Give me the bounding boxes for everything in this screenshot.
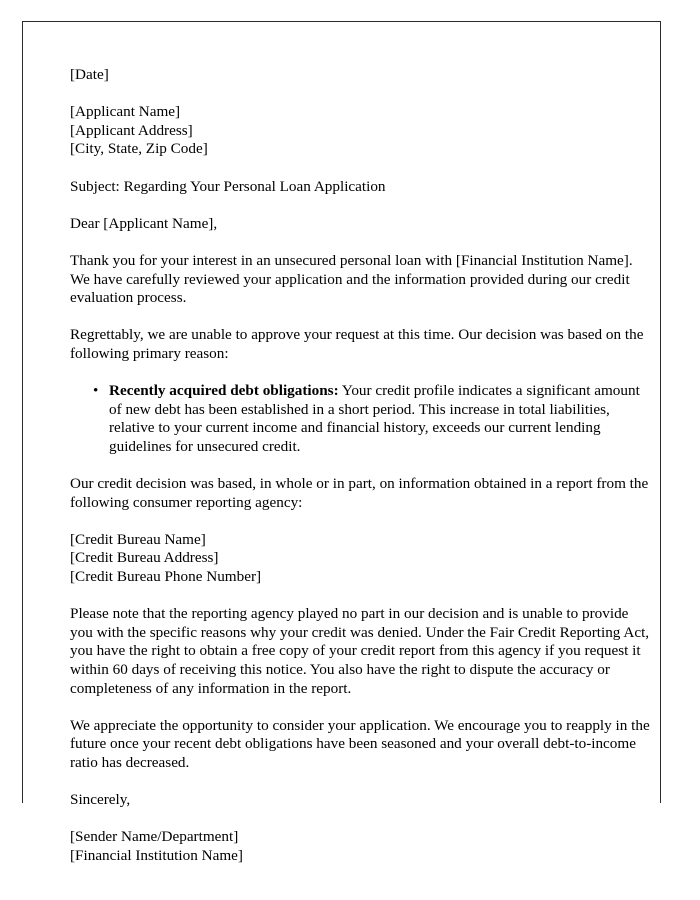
- signature-block: [70, 828, 650, 865]
- salutation: Dear [Applicant Name],: [70, 214, 218, 232]
- spacer: [70, 698, 650, 717]
- recipient-address: [Applicant Address]: [70, 121, 193, 139]
- spacer: [70, 159, 650, 178]
- reason-text: Your credit profile indicates a significant amount of new debt has been established in a short period. This increase in total liabilities, relative to your current income and financial history, exceeds our current lending guidelines for unsecured credit.: [109, 382, 640, 455]
- sender-name: [Sender Name/Department]: [70, 828, 239, 846]
- credit-bureau-phone: [Credit Bureau Phone Number]: [70, 568, 262, 586]
- paragraph-intro: Thank you for your interest in an unsecured personal loan with [Financial Institution Name]. We have carefully reviewed your application and the information provided during our credit evaluation process.: [70, 251, 633, 307]
- bullet-icon: •: [93, 382, 99, 400]
- decline-reason-list: [70, 382, 650, 456]
- reason-label: Recently acquired debt obligations:: [109, 382, 339, 400]
- subject-line: Subject: Regarding Your Personal Loan Application: [70, 177, 386, 195]
- letter-content: [70, 66, 650, 866]
- recipient-city-state-zip: [City, State, Zip Code]: [70, 140, 208, 158]
- spacer: [70, 773, 650, 792]
- spacer: [70, 85, 650, 104]
- institution-name: [Financial Institution Name]: [70, 846, 243, 864]
- paragraph-decision: Regrettably, we are unable to approve your request at this time. Our decision was based on the following primary reason:: [70, 326, 644, 362]
- spacer: [70, 587, 650, 606]
- recipient-address-block: [70, 103, 650, 159]
- paragraph-agency-intro: Our credit decision was based, in whole or in part, on information obtained in a report from the following consumer reporting agency:: [70, 475, 649, 511]
- paragraph-fcra-rights: Please note that the reporting agency played no part in our decision and is unable to provide you with the specific reasons why your credit was denied. Under the Fair Credit Reporting Act, you have the right to obtain a free copy of your credit report from this agency if you request it within 60 days of receiving this notice. You also have the right to dispute the accuracy or completeness of any information in the report.: [70, 605, 650, 697]
- spacer: [70, 308, 650, 327]
- recipient-name: [Applicant Name]: [70, 103, 181, 121]
- credit-bureau-block: [70, 531, 650, 587]
- sign-off: Sincerely,: [70, 791, 131, 809]
- spacer: [70, 512, 650, 531]
- spacer: [70, 196, 650, 215]
- document-page: [22, 21, 661, 864]
- credit-bureau-name: [Credit Bureau Name]: [70, 530, 206, 548]
- list-item: [93, 382, 650, 456]
- spacer: [70, 810, 650, 829]
- spacer: [70, 233, 650, 252]
- credit-bureau-address: [Credit Bureau Address]: [70, 549, 219, 567]
- spacer: [70, 364, 650, 383]
- spacer: [70, 456, 650, 475]
- date-line: [Date]: [70, 66, 109, 83]
- paragraph-closing: We appreciate the opportunity to consider your application. We encourage you to reapply in the future once your recent debt obligations have been seasoned and your overall debt-to-income ratio has decreased.: [70, 716, 650, 771]
